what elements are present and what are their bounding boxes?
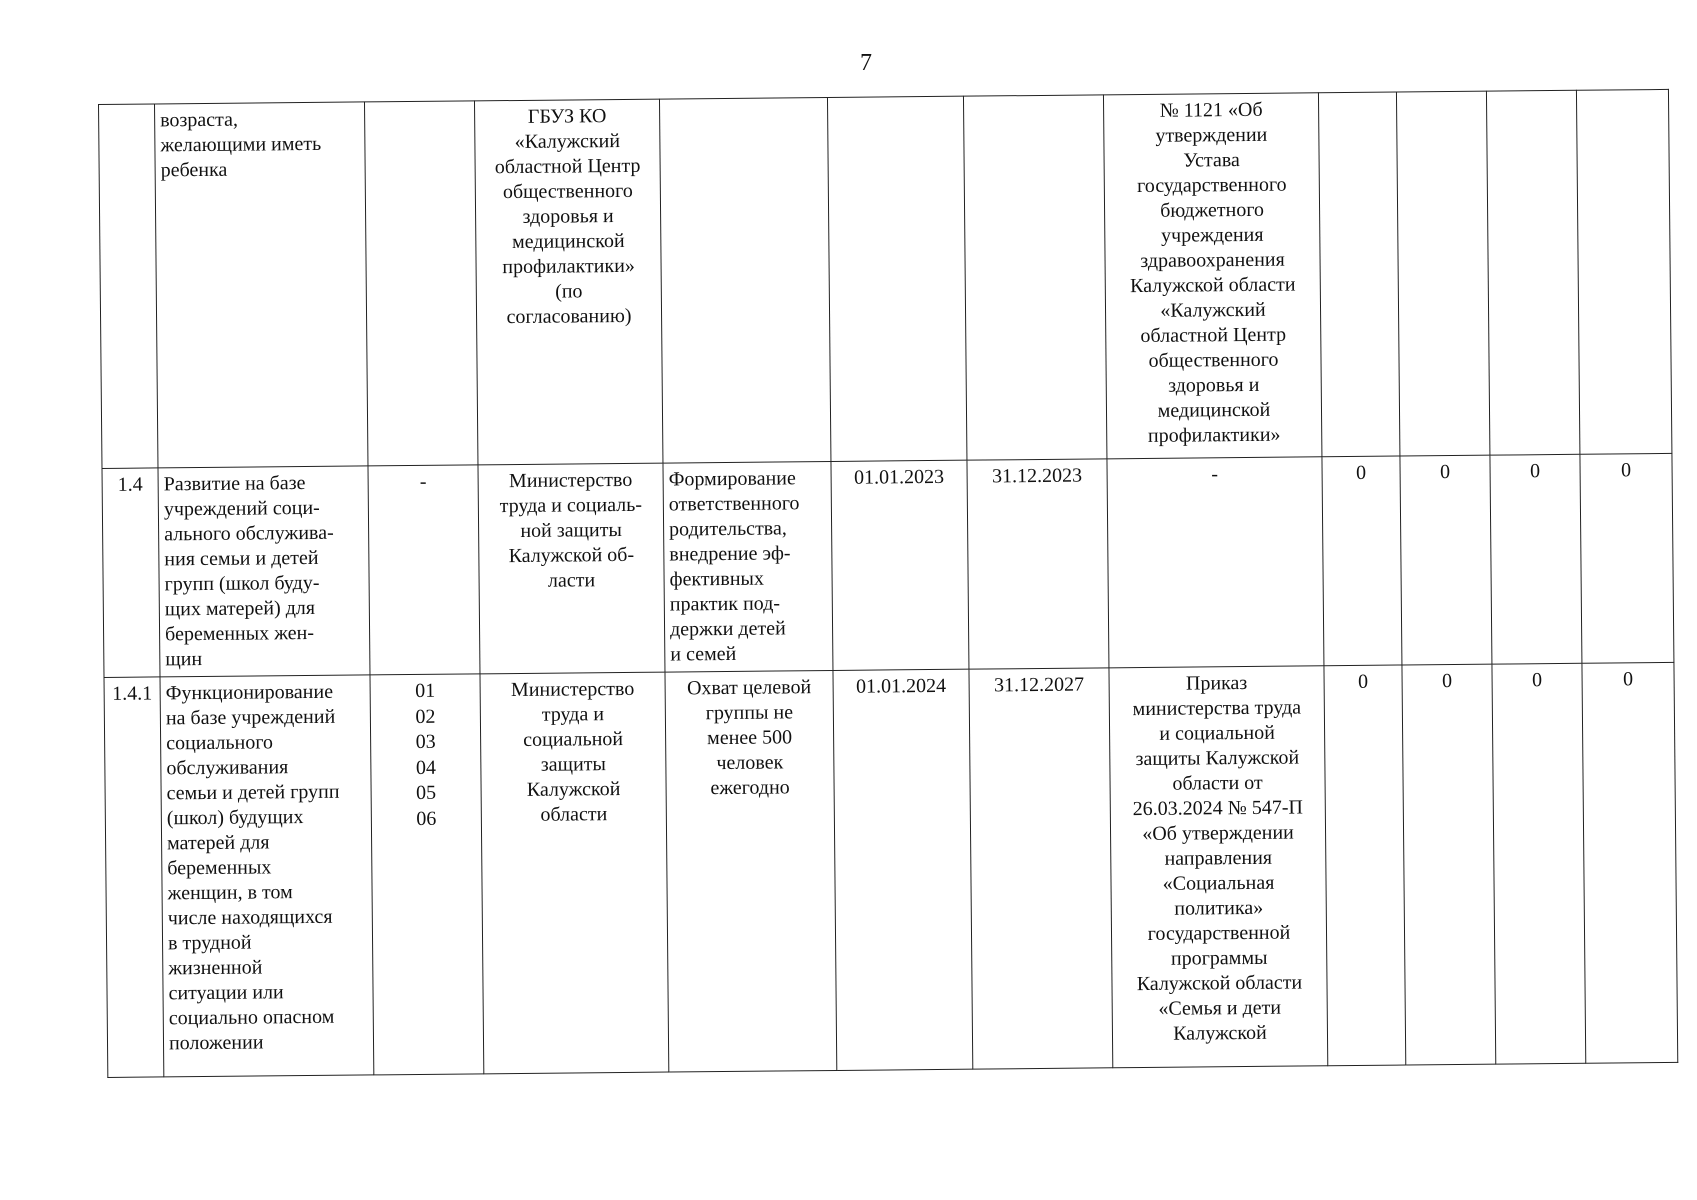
- value-cell: [1396, 91, 1489, 456]
- document-cell: Приказ министерства труда и социальной защиты Калужской области от 26.03.2024 № 547-П «Об утверждении направления «Социальная политика» государственной программы Калужской области «Семья и дети Калужской: [1109, 666, 1328, 1068]
- row-number-cell: 1.4.1: [104, 677, 164, 1078]
- row-number-cell: 1.4: [102, 468, 160, 678]
- measure-name-cell: возраста, желающими иметь ребенка: [155, 102, 368, 468]
- result-cell: Охват целевой группы не менее 500 человек ежегодно: [665, 670, 837, 1072]
- codes-cell: 01 02 03 04 05 06: [370, 674, 484, 1075]
- executor-cell: Министерство труда и социаль- ной защиты Калужской об- ласти: [478, 463, 665, 674]
- executor-cell: Министерство труда и социальной защиты Калужской области: [480, 672, 669, 1074]
- value-cell: [1576, 89, 1671, 454]
- measures-table: [98, 89, 1678, 1078]
- executor-cell: ГБУЗ КО «Калужский областной Центр общественного здоровья и медицинской профилактики» (по согласованию): [474, 99, 662, 465]
- value-cell: 0: [1402, 664, 1496, 1065]
- value-cell: 0: [1492, 663, 1586, 1064]
- end-date-cell: [963, 95, 1106, 460]
- result-cell: Формирование ответственного родительства, внедрение эф- фективных практик под- держки детей и семей: [663, 461, 833, 672]
- table-row: [104, 662, 1678, 1077]
- start-date-cell: [827, 96, 966, 461]
- codes-cell: -: [368, 465, 480, 675]
- value-cell: [1486, 90, 1579, 455]
- table-row: [99, 89, 1672, 468]
- value-cell: 0: [1490, 454, 1582, 664]
- measure-name-cell: Развитие на базе учреждений соци- ального обслужива- ния семьи и детей групп (школ буду- щих матерей) для беременных жен- щин: [158, 466, 370, 677]
- start-date-cell: 01.01.2024: [833, 669, 973, 1070]
- value-cell: 0: [1324, 665, 1406, 1066]
- table-row: [102, 453, 1674, 677]
- result-cell: [659, 97, 830, 463]
- document-cell: № 1121 «Об утверждении Устава государственного бюджетного учреждения здравоохранения Калужской области «Калужский областной Центр общественного здоровья и медицинской профилактики»: [1103, 93, 1321, 459]
- value-cell: 0: [1322, 456, 1402, 666]
- measure-name-cell: Функционирование на базе учреждений социального обслуживания семьи и детей групп (школ) будущих матерей для беременных женщин, в том числе находящихся в трудной жизненной ситуации или социально опасном положении: [160, 675, 374, 1077]
- end-date-cell: 31.12.2023: [967, 459, 1109, 669]
- value-cell: 0: [1580, 453, 1674, 663]
- row-number-cell: [99, 104, 158, 469]
- value-cell: 0: [1400, 455, 1492, 665]
- value-cell: 0: [1582, 662, 1678, 1063]
- value-cell: [1318, 92, 1399, 457]
- page-number: 7: [860, 50, 872, 76]
- codes-cell: [364, 101, 477, 466]
- start-date-cell: 01.01.2023: [831, 460, 969, 670]
- document-cell: -: [1107, 457, 1324, 668]
- end-date-cell: 31.12.2027: [969, 668, 1113, 1069]
